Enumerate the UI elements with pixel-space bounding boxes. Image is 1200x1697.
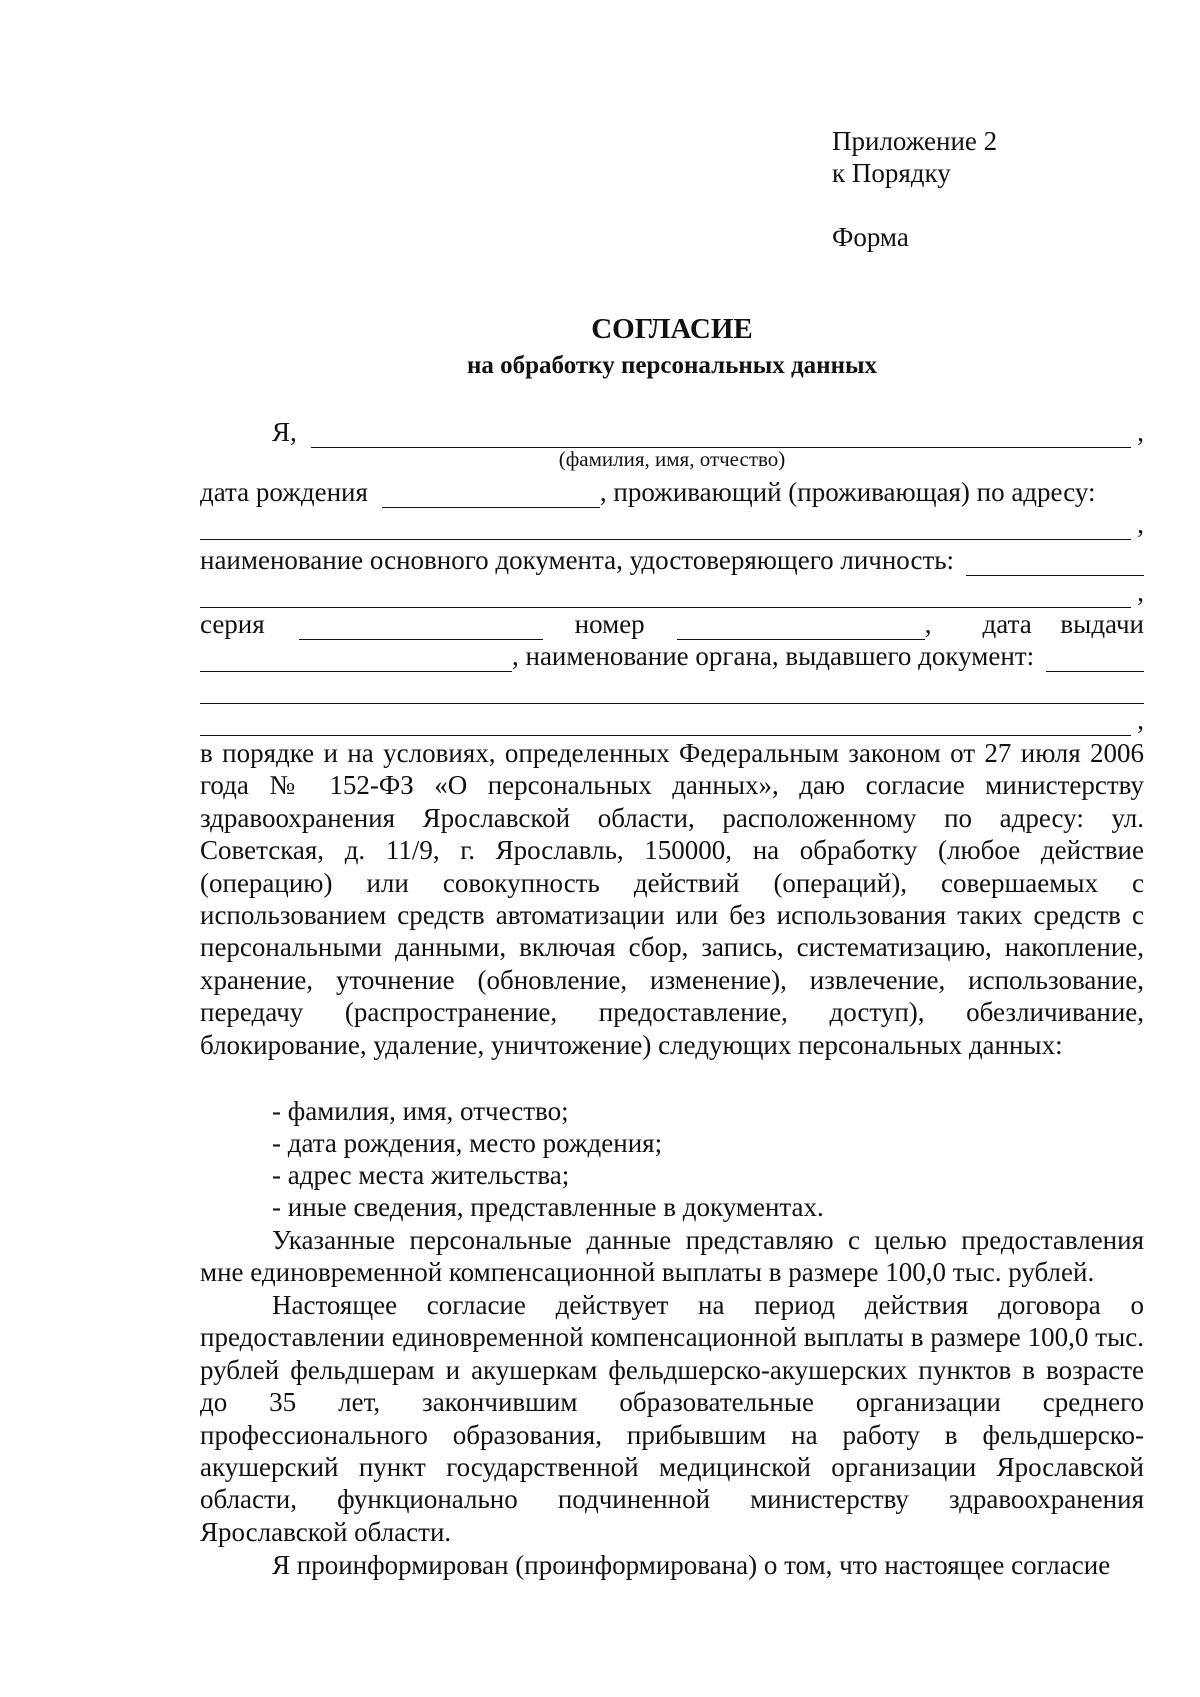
birth-row [200, 476, 1144, 508]
authority-field-2[interactable] [200, 677, 1144, 704]
birth-date-field[interactable] [382, 481, 600, 508]
authority-label: , наименование органа, выдавшего документ: [512, 641, 1035, 671]
document-name-field[interactable] [966, 549, 1144, 576]
authority-row-3 [200, 704, 1144, 736]
address-label: , проживающий (проживающая) по адресу: [599, 477, 1096, 507]
list-item: - фамилия, имя, отчество; [272, 1096, 569, 1126]
purpose-paragraph: Указанные персональные данные представляю с целью предоставления мне единовременной компенсационной выплаты в размере 100,0 тыс. рублей. [200, 1225, 1144, 1288]
document-name-row-2 [200, 576, 1144, 608]
series-field[interactable] [299, 613, 543, 640]
authority-field[interactable] [1046, 645, 1144, 672]
authority-row [200, 640, 1144, 672]
authority-comma: , [1137, 705, 1144, 735]
fio-caption: (фамилия, имя, отчество) [558, 447, 786, 471]
series-number-row [200, 608, 1144, 640]
number-label: номер [574, 609, 645, 639]
document-subtitle: на обработку персональных данных [467, 352, 877, 379]
fio-row [200, 416, 1144, 448]
fio-label: Я, [272, 417, 297, 447]
list-item: - дата рождения, место рождения; [272, 1128, 663, 1158]
document-name-label: наименование основного документа, удостоверяющего личность: [200, 545, 955, 575]
issue-date-field[interactable] [200, 645, 512, 672]
document-name-comma: , [1137, 577, 1144, 607]
birth-date-label: дата рождения [200, 477, 368, 507]
annex-reference: к Порядку [832, 158, 951, 188]
form-label: Форма [832, 222, 909, 252]
address-comma: , [1137, 509, 1144, 539]
document-name-row [200, 544, 1144, 576]
informed-paragraph: Я проинформирован (проинформирована) о том, что настоящее согласие [272, 1550, 1111, 1580]
authority-row-2 [200, 672, 1144, 704]
list-item: - адрес места жительства; [272, 1160, 570, 1190]
number-comma: , [924, 609, 932, 639]
term-paragraph: Настоящее согласие действует на период действия договора о предоставлении единовременной компенсационной выплаты в размере 100,0 тыс. рублей фельдшерам и акушеркам фельдшерско-акушерских пунктов в возрасте до 35 лет, закончившим образовательные организации среднего профессионального образования, прибывшим на работу в фельдшерско-акушерский пункт государственной медицинской организации Ярославской области, функционально подчиненной министерству здравоохранения Ярославской области. [200, 1290, 1144, 1547]
fio-comma: , [1137, 417, 1144, 447]
issue-date-label: дата выдачи [982, 609, 1144, 639]
number-field[interactable] [677, 613, 925, 640]
authority-field-3[interactable] [200, 709, 1131, 736]
annex-number: Приложение 2 [832, 126, 998, 156]
consent-paragraph: в порядке и на условиях, определенных Федеральным законом от 27 июля 2006 года № 152-ФЗ «О персональных данных», даю согласие министерству здравоохранения Ярославской области, расположенному по адресу: ул. Советская, д. 11/9, г. Ярославль, 150000, на обработку (любое действие (операцию) или совокупность действий (операций), совершаемых с использованием средств автоматизации или без использования таких средств с персональными данными, включая сбор, запись, систематизацию, накопление, хранение, уточнение (обновление, изменение), извлечение, использование, передачу (распространение, предоставление, доступ), обезличивание, блокирование, удаление, уничтожение) следующих персональных данных: [200, 738, 1144, 1060]
document-title: СОГЛАСИЕ [591, 313, 753, 345]
document-name-field-2[interactable] [200, 581, 1131, 608]
series-label: серия [200, 609, 265, 639]
fio-field[interactable] [311, 421, 1131, 448]
address-row [200, 508, 1144, 540]
address-field[interactable] [200, 513, 1131, 540]
list-item: - иные сведения, представленные в документах. [272, 1192, 824, 1222]
